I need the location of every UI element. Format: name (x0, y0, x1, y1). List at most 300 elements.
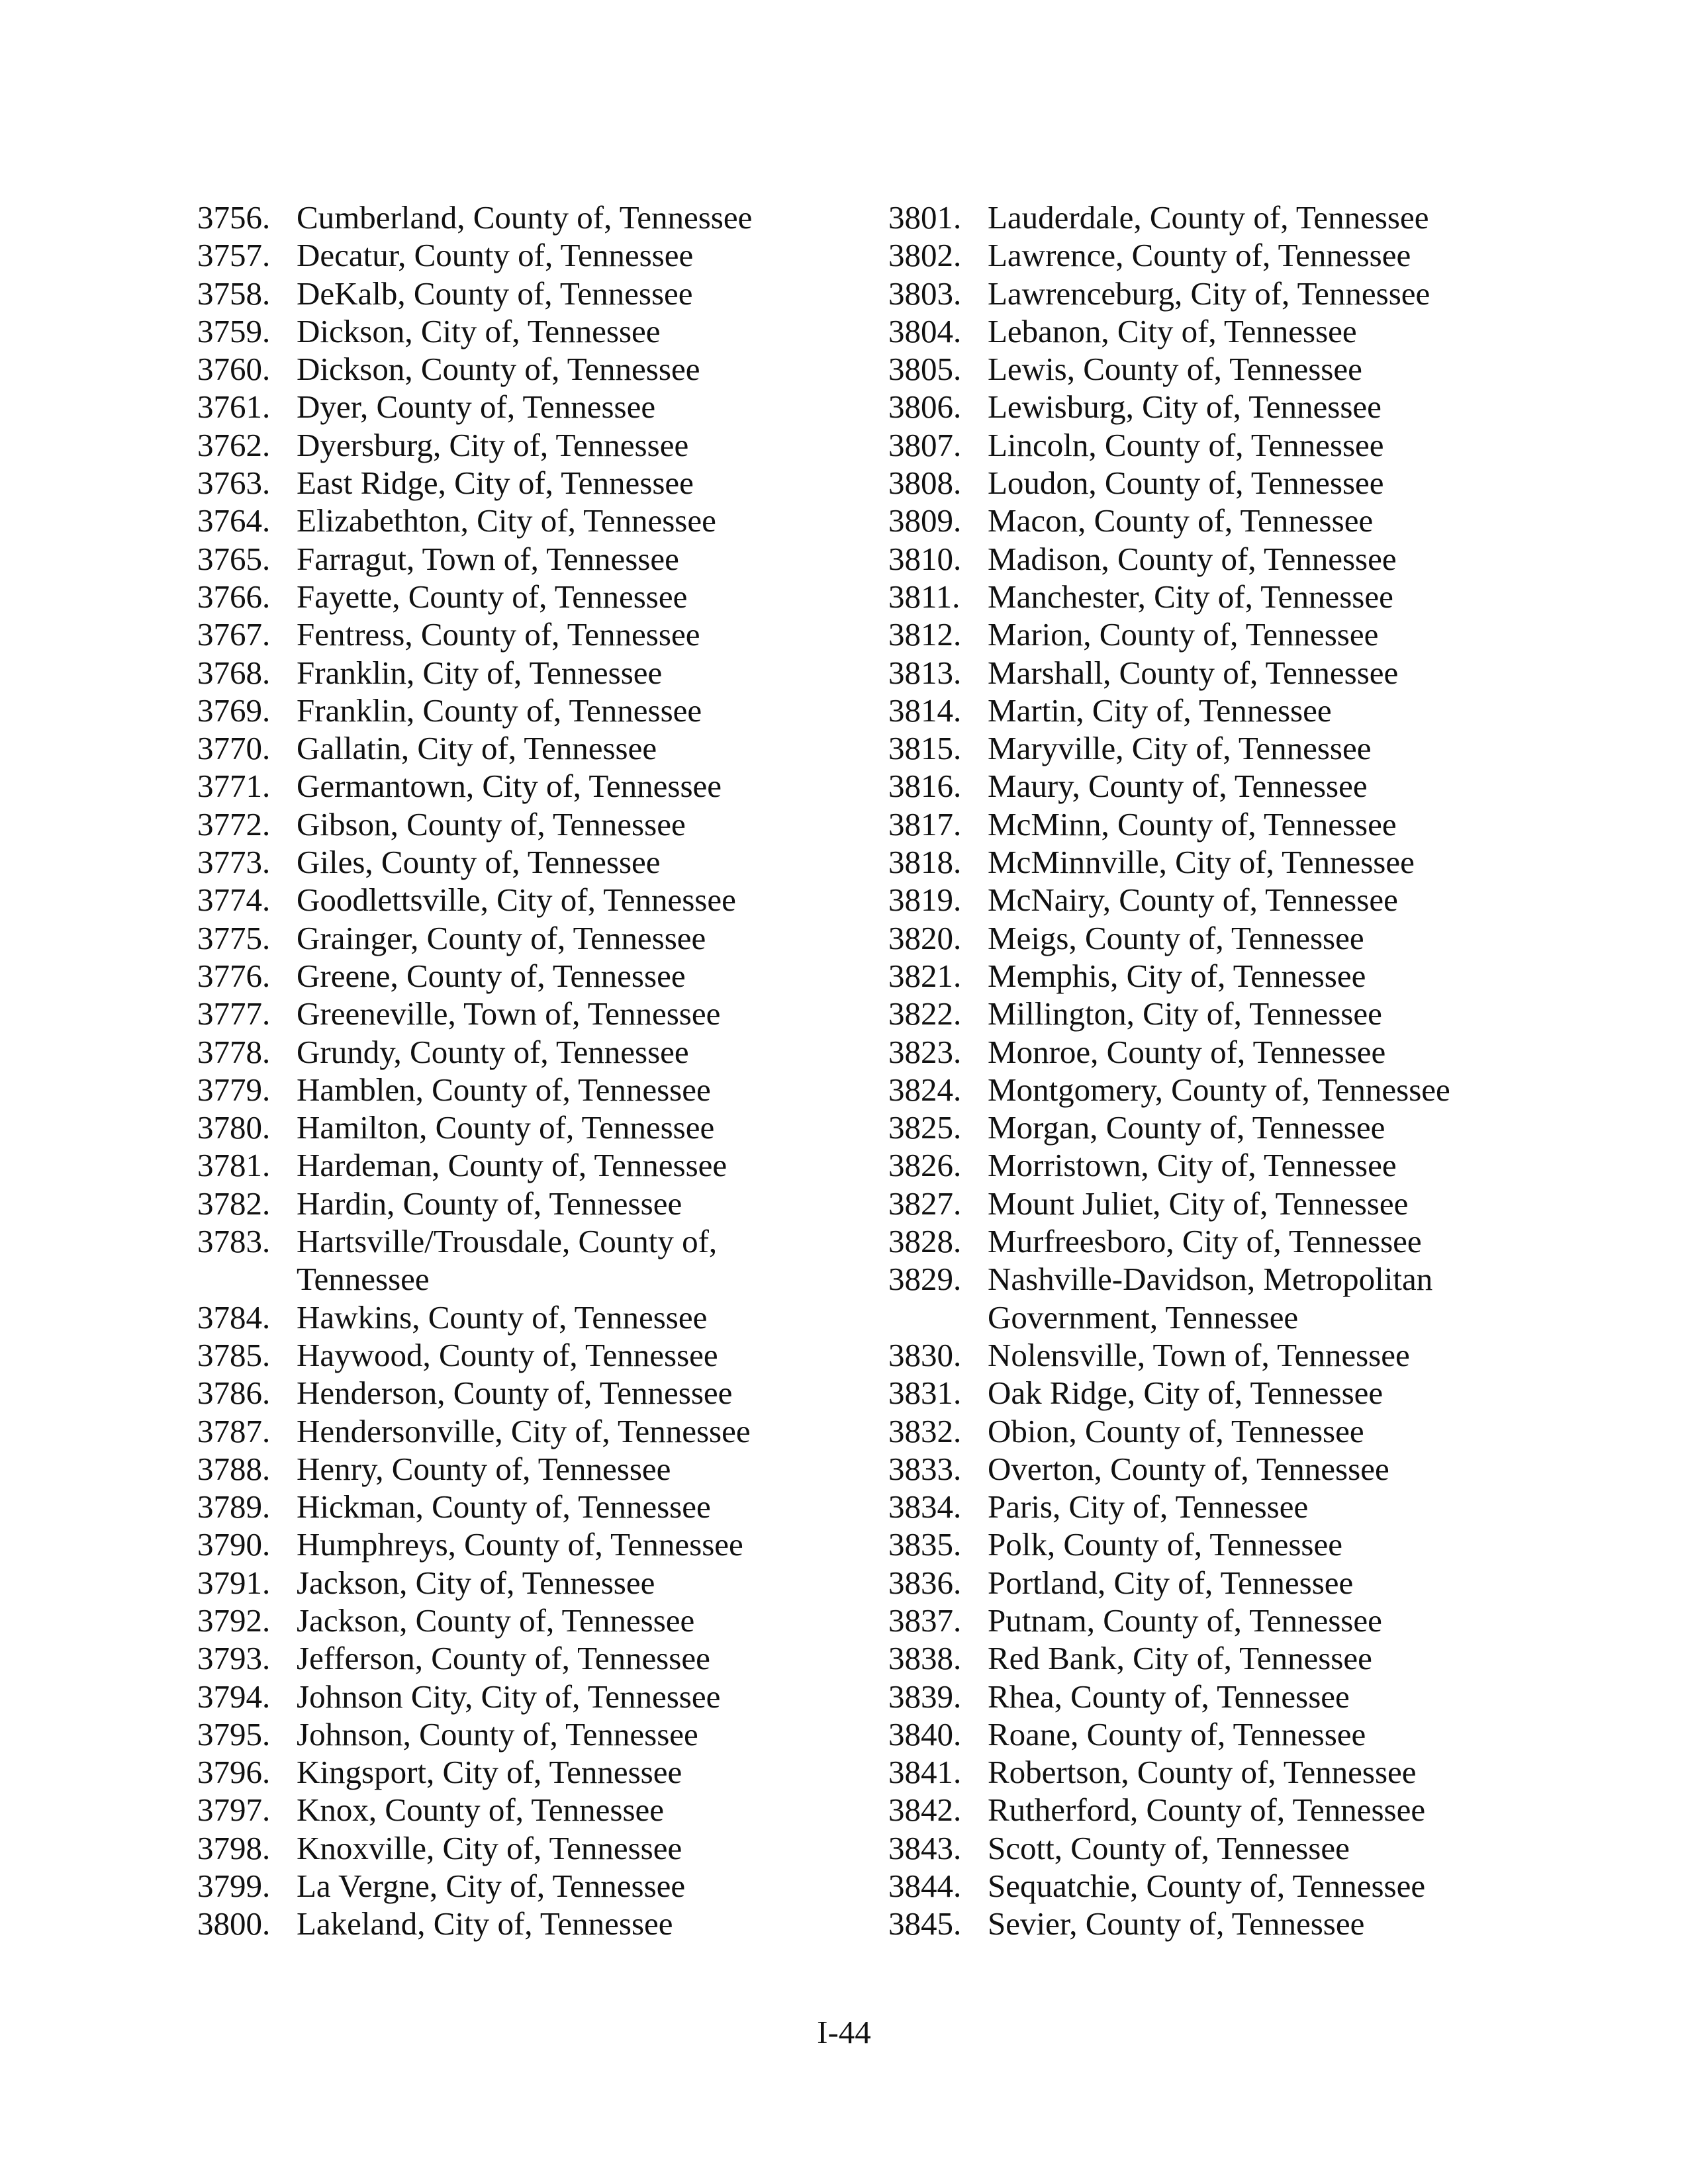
list-item (888, 1564, 1590, 1602)
item-name (297, 767, 722, 805)
item-number: 3819. (888, 882, 962, 919)
item-name (297, 312, 661, 350)
list-item (197, 578, 859, 615)
list-item (197, 350, 859, 388)
item-number: 3828. (888, 1223, 962, 1260)
item-name (988, 1071, 1450, 1109)
item-name-line: Hawkins, County of, Tennessee (297, 1298, 708, 1336)
item-number: 3785. (197, 1336, 271, 1373)
item-name (988, 236, 1411, 274)
list-item (197, 540, 859, 578)
item-number: 3764. (197, 502, 271, 539)
item-number: 3813. (888, 654, 962, 691)
item-name-line: Monroe, County of, Tennessee (988, 1033, 1386, 1070)
item-name-line: Meigs, County of, Tennessee (988, 919, 1364, 956)
list-item (197, 1222, 859, 1298)
item-name-line: Franklin, County of, Tennessee (297, 692, 702, 729)
item-name (988, 767, 1368, 805)
list-item (888, 615, 1590, 653)
item-name-line: Knox, County of, Tennessee (297, 1792, 665, 1829)
item-name (297, 654, 662, 692)
list-item (888, 275, 1590, 312)
item-name-line: Decatur, County of, Tennessee (297, 237, 694, 274)
item-name (297, 1715, 698, 1753)
item-name-line: Putnam, County of, Tennessee (988, 1602, 1382, 1639)
item-name (297, 1753, 682, 1791)
list-item (888, 1185, 1590, 1222)
left-column (197, 199, 859, 1943)
item-number: 3838. (888, 1640, 962, 1677)
list-item (197, 275, 859, 312)
list-item (888, 805, 1590, 843)
list-item (888, 919, 1590, 957)
item-name (297, 1525, 743, 1563)
item-number: 3809. (888, 502, 962, 539)
item-name (297, 1071, 711, 1109)
item-number: 3793. (197, 1640, 271, 1677)
item-number: 3811. (888, 578, 961, 615)
list-item (197, 1033, 859, 1071)
item-name-line: Humphreys, County of, Tennessee (297, 1526, 743, 1563)
item-name-line: Dyer, County of, Tennessee (297, 388, 656, 426)
item-name-line: Franklin, City of, Tennessee (297, 654, 663, 691)
item-name-line: Lauderdale, County of, Tennessee (988, 199, 1429, 236)
list-item (888, 426, 1590, 464)
item-name (297, 578, 687, 615)
item-number: 3756. (197, 199, 271, 236)
item-name (988, 1678, 1350, 1715)
list-item (197, 1488, 859, 1525)
item-number: 3832. (888, 1412, 962, 1449)
item-number: 3821. (888, 957, 962, 994)
item-name (297, 957, 686, 995)
item-name (297, 275, 693, 312)
item-name-line: Jefferson, County of, Tennessee (297, 1640, 710, 1677)
item-name-line: Johnson, County of, Tennessee (297, 1715, 698, 1752)
list-item (888, 1639, 1590, 1677)
item-name (988, 615, 1378, 653)
list-item (888, 1488, 1590, 1525)
item-name-line: Elizabethton, City of, Tennessee (297, 502, 716, 539)
list-item (197, 1602, 859, 1639)
list-item (888, 957, 1590, 995)
item-number: 3786. (197, 1375, 271, 1412)
item-name-line: Lebanon, City of, Tennessee (988, 312, 1357, 349)
item-name-line: Murfreesboro, City of, Tennessee (988, 1223, 1422, 1260)
item-name-line: Farragut, Town of, Tennessee (297, 540, 679, 577)
item-name-line: Red Bank, City of, Tennessee (988, 1640, 1372, 1677)
item-name (988, 1109, 1385, 1146)
item-name (297, 540, 679, 578)
list-item (197, 1639, 859, 1677)
item-number: 3802. (888, 237, 962, 274)
list-item (197, 1336, 859, 1374)
list-item (888, 1867, 1590, 1905)
item-number: 3810. (888, 540, 962, 577)
list-item (197, 1412, 859, 1450)
list-item (888, 464, 1590, 502)
item-name-line: Hamilton, County of, Tennessee (297, 1109, 715, 1146)
list-item (197, 1298, 859, 1336)
item-number: 3823. (888, 1033, 962, 1070)
list-item (888, 1829, 1590, 1867)
item-name-line: Fayette, County of, Tennessee (297, 578, 688, 615)
item-number: 3831. (888, 1375, 962, 1412)
item-number: 3790. (197, 1526, 271, 1563)
item-number: 3843. (888, 1829, 962, 1866)
item-name-line: Nashville-Davidson, Metropolitan (988, 1261, 1433, 1298)
list-item (888, 540, 1590, 578)
item-name (988, 1564, 1353, 1602)
list-item (888, 1146, 1590, 1184)
item-name-line: Dickson, County of, Tennessee (297, 351, 700, 388)
item-name-line: Gibson, County of, Tennessee (297, 805, 686, 842)
list-item (888, 502, 1590, 539)
list-item (197, 995, 859, 1032)
item-name (988, 350, 1362, 388)
item-number: 3781. (197, 1147, 271, 1184)
list-item (888, 388, 1590, 426)
item-name-line: Memphis, City of, Tennessee (988, 957, 1366, 994)
list-item (197, 692, 859, 729)
item-name-line: Marion, County of, Tennessee (988, 616, 1379, 653)
item-number: 3761. (197, 388, 271, 426)
item-number: 3800. (197, 1905, 271, 1942)
item-number: 3768. (197, 654, 271, 691)
item-number: 3817. (888, 805, 962, 842)
item-name (297, 1336, 718, 1374)
item-name-line: Cumberland, County of, Tennessee (297, 199, 753, 236)
item-number: 3844. (888, 1868, 962, 1905)
list-item (888, 995, 1590, 1032)
item-name (988, 1753, 1417, 1791)
item-name (297, 1298, 707, 1336)
item-name-line: Johnson City, City of, Tennessee (297, 1678, 721, 1715)
item-name (297, 1146, 727, 1184)
item-name (297, 805, 686, 843)
list-item (197, 1109, 859, 1146)
list-item (197, 1715, 859, 1753)
item-name (988, 502, 1373, 539)
item-number: 3812. (888, 616, 962, 653)
item-name-line: East Ridge, City of, Tennessee (297, 465, 694, 502)
list-item (888, 199, 1590, 236)
item-name (988, 881, 1398, 919)
item-number: 3837. (888, 1602, 962, 1639)
item-name-line: Obion, County of, Tennessee (988, 1412, 1364, 1449)
item-number: 3839. (888, 1678, 962, 1715)
list-item (197, 1564, 859, 1602)
item-name-line: Goodlettsville, City of, Tennessee (297, 882, 736, 919)
item-number: 3787. (197, 1412, 271, 1449)
item-name (297, 464, 694, 502)
item-name (988, 729, 1371, 767)
list-item (197, 1791, 859, 1829)
item-number: 3782. (197, 1185, 271, 1222)
list-item (888, 1905, 1590, 1942)
item-number: 3826. (888, 1147, 962, 1184)
item-number: 3836. (888, 1564, 962, 1601)
item-name (988, 464, 1384, 502)
item-name-line: Giles, County of, Tennessee (297, 844, 661, 881)
item-name (988, 805, 1397, 843)
item-name (297, 615, 700, 653)
item-name-line: Lawrenceburg, City of, Tennessee (988, 275, 1430, 312)
item-name (297, 350, 700, 388)
item-name (988, 1336, 1410, 1374)
item-name (297, 236, 693, 274)
item-number: 3780. (197, 1109, 271, 1146)
item-number: 3769. (197, 692, 271, 729)
item-number: 3788. (197, 1450, 271, 1487)
item-number: 3795. (197, 1715, 271, 1752)
list-item (197, 919, 859, 957)
item-name-line: Lawrence, County of, Tennessee (988, 237, 1411, 274)
item-number: 3778. (197, 1033, 271, 1070)
item-name (988, 1602, 1382, 1639)
item-number: 3830. (888, 1336, 962, 1373)
item-name (988, 843, 1415, 881)
item-number: 3784. (197, 1298, 271, 1336)
item-name (297, 426, 688, 464)
item-name-line: Paris, City of, Tennessee (988, 1488, 1309, 1525)
list-item (888, 350, 1590, 388)
item-name (988, 1791, 1425, 1829)
item-number: 3801. (888, 199, 962, 236)
item-name-line: Lewis, County of, Tennessee (988, 351, 1362, 388)
item-name-line: Roane, County of, Tennessee (988, 1715, 1366, 1752)
item-name-line: Grainger, County of, Tennessee (297, 919, 706, 956)
list-item (888, 881, 1590, 919)
item-number: 3775. (197, 919, 271, 956)
item-number: 3773. (197, 844, 271, 881)
list-item (197, 1905, 859, 1942)
item-number: 3825. (888, 1109, 962, 1146)
item-name-line: Rutherford, County of, Tennessee (988, 1792, 1426, 1829)
item-name (988, 312, 1357, 350)
item-number: 3807. (888, 426, 962, 463)
item-number: 3799. (197, 1868, 271, 1905)
item-number: 3808. (888, 465, 962, 502)
list-item (197, 957, 859, 995)
item-name-line: Jackson, City of, Tennessee (297, 1564, 655, 1601)
list-item (197, 1185, 859, 1222)
item-number: 3815. (888, 730, 962, 767)
item-name (297, 388, 655, 426)
item-name (297, 1450, 671, 1488)
item-name (988, 1450, 1389, 1488)
item-name (988, 540, 1397, 578)
list-item (888, 1222, 1590, 1260)
item-name-line: Maury, County of, Tennessee (988, 768, 1368, 805)
item-name-line: Hardeman, County of, Tennessee (297, 1147, 727, 1184)
list-item (197, 1525, 859, 1563)
list-item (888, 729, 1590, 767)
list-item (888, 1109, 1590, 1146)
list-item (197, 881, 859, 919)
item-name-line: Lincoln, County of, Tennessee (988, 426, 1384, 463)
item-number: 3770. (197, 730, 271, 767)
list-item (888, 654, 1590, 692)
item-name-line: Tennessee (297, 1261, 430, 1298)
list-item (197, 654, 859, 692)
item-name-line: Greeneville, Town of, Tennessee (297, 995, 721, 1032)
item-number: 3805. (888, 351, 962, 388)
item-name (297, 729, 657, 767)
item-name-line: Polk, County of, Tennessee (988, 1526, 1342, 1563)
item-number: 3803. (888, 275, 962, 312)
list-item (197, 1146, 859, 1184)
item-number: 3776. (197, 957, 271, 994)
item-name-line: Montgomery, County of, Tennessee (988, 1071, 1450, 1108)
item-name (297, 1639, 710, 1677)
list-item (888, 1753, 1590, 1791)
list-item (888, 1260, 1590, 1336)
item-name (988, 1185, 1408, 1222)
item-number: 3816. (888, 768, 962, 805)
item-number: 3824. (888, 1071, 962, 1108)
item-number: 3779. (197, 1071, 271, 1108)
item-name (988, 1639, 1372, 1677)
item-number: 3842. (888, 1792, 962, 1829)
item-name (297, 1222, 717, 1298)
item-number: 3791. (197, 1564, 271, 1601)
list-item (197, 312, 859, 350)
item-name-line: Kingsport, City of, Tennessee (297, 1754, 682, 1791)
item-name (297, 1564, 655, 1602)
item-name (988, 1488, 1308, 1525)
item-number: 3762. (197, 426, 271, 463)
item-name (988, 275, 1430, 312)
item-name-line: Jackson, County of, Tennessee (297, 1602, 695, 1639)
item-name (297, 1488, 711, 1525)
item-number: 3804. (888, 312, 962, 349)
list-item (197, 426, 859, 464)
item-number: 3759. (197, 312, 271, 349)
item-number: 3814. (888, 692, 962, 729)
page-number: I-44 (817, 2014, 871, 2050)
list-item (197, 1678, 859, 1715)
item-name-line: Fentress, County of, Tennessee (297, 616, 700, 653)
item-name-line: Portland, City of, Tennessee (988, 1564, 1354, 1601)
item-number: 3792. (197, 1602, 271, 1639)
item-number: 3820. (888, 919, 962, 956)
item-number: 3766. (197, 578, 271, 615)
list-item (197, 1450, 859, 1488)
list-item (888, 236, 1590, 274)
item-name-line: Marshall, County of, Tennessee (988, 654, 1399, 691)
item-number: 3767. (197, 616, 271, 653)
item-name (297, 843, 661, 881)
item-name (988, 426, 1384, 464)
item-number: 3806. (888, 388, 962, 426)
list-item (888, 1715, 1590, 1753)
item-number: 3763. (197, 465, 271, 502)
item-name (297, 1905, 673, 1942)
right-column (888, 199, 1590, 1943)
item-number: 3794. (197, 1678, 271, 1715)
list-item (197, 1867, 859, 1905)
item-name-line: Haywood, County of, Tennessee (297, 1336, 718, 1373)
list-item (888, 692, 1590, 729)
item-name-line: Mount Juliet, City of, Tennessee (988, 1185, 1409, 1222)
item-name-line: Scott, County of, Tennessee (988, 1829, 1350, 1866)
list-item (197, 388, 859, 426)
item-number: 3822. (888, 995, 962, 1032)
item-number: 3772. (197, 805, 271, 842)
list-item (197, 805, 859, 843)
item-name-line: Millington, City of, Tennessee (988, 995, 1382, 1032)
list-item (888, 1525, 1590, 1563)
item-name-line: Hamblen, County of, Tennessee (297, 1071, 711, 1108)
list-item (197, 843, 859, 881)
list-item (888, 1602, 1590, 1639)
item-number: 3827. (888, 1185, 962, 1222)
item-name (988, 388, 1382, 426)
item-name-line: Grundy, County of, Tennessee (297, 1033, 689, 1070)
list-item (888, 312, 1590, 350)
item-name (988, 957, 1366, 995)
item-name-line: Morgan, County of, Tennessee (988, 1109, 1385, 1146)
item-name (297, 995, 720, 1032)
list-item (197, 1753, 859, 1791)
item-name (988, 1146, 1397, 1184)
list-item (197, 464, 859, 502)
item-name-line: Overton, County of, Tennessee (988, 1450, 1389, 1487)
item-name-line: Lakeland, City of, Tennessee (297, 1905, 673, 1942)
item-name-line: McMinn, County of, Tennessee (988, 805, 1397, 842)
item-number: 3796. (197, 1754, 271, 1791)
list-item (888, 843, 1590, 881)
item-name-line: Dyersburg, City of, Tennessee (297, 426, 689, 463)
list-item (197, 1071, 859, 1109)
item-name-line: Macon, County of, Tennessee (988, 502, 1374, 539)
item-name-line: DeKalb, County of, Tennessee (297, 275, 693, 312)
item-name (988, 1412, 1364, 1450)
list-item (197, 502, 859, 539)
item-name (297, 1412, 751, 1450)
list-item (888, 1791, 1590, 1829)
item-name-line: McMinnville, City of, Tennessee (988, 844, 1415, 881)
list-item (888, 1678, 1590, 1715)
item-number: 3829. (888, 1261, 962, 1298)
item-name (297, 1829, 682, 1867)
item-name (297, 692, 702, 729)
list-item (888, 578, 1590, 615)
item-name (297, 881, 736, 919)
item-number: 3835. (888, 1526, 962, 1563)
item-name (988, 1525, 1342, 1563)
item-name (297, 1033, 689, 1071)
item-name (988, 692, 1332, 729)
item-name-line: Robertson, County of, Tennessee (988, 1754, 1417, 1791)
item-name (988, 199, 1429, 236)
item-number: 3783. (197, 1223, 271, 1260)
item-name (988, 919, 1364, 957)
item-number: 3771. (197, 768, 271, 805)
list-item (888, 1336, 1590, 1374)
item-name (988, 654, 1398, 692)
item-name-line: Sevier, County of, Tennessee (988, 1905, 1365, 1942)
item-name (297, 1791, 664, 1829)
item-name-line: Lewisburg, City of, Tennessee (988, 388, 1382, 426)
item-name-line: Morristown, City of, Tennessee (988, 1147, 1397, 1184)
item-name (988, 578, 1393, 615)
list-item (888, 1033, 1590, 1071)
item-name (297, 1109, 714, 1146)
item-name-line: Knoxville, City of, Tennessee (297, 1829, 682, 1866)
item-name-line: Hickman, County of, Tennessee (297, 1488, 711, 1525)
